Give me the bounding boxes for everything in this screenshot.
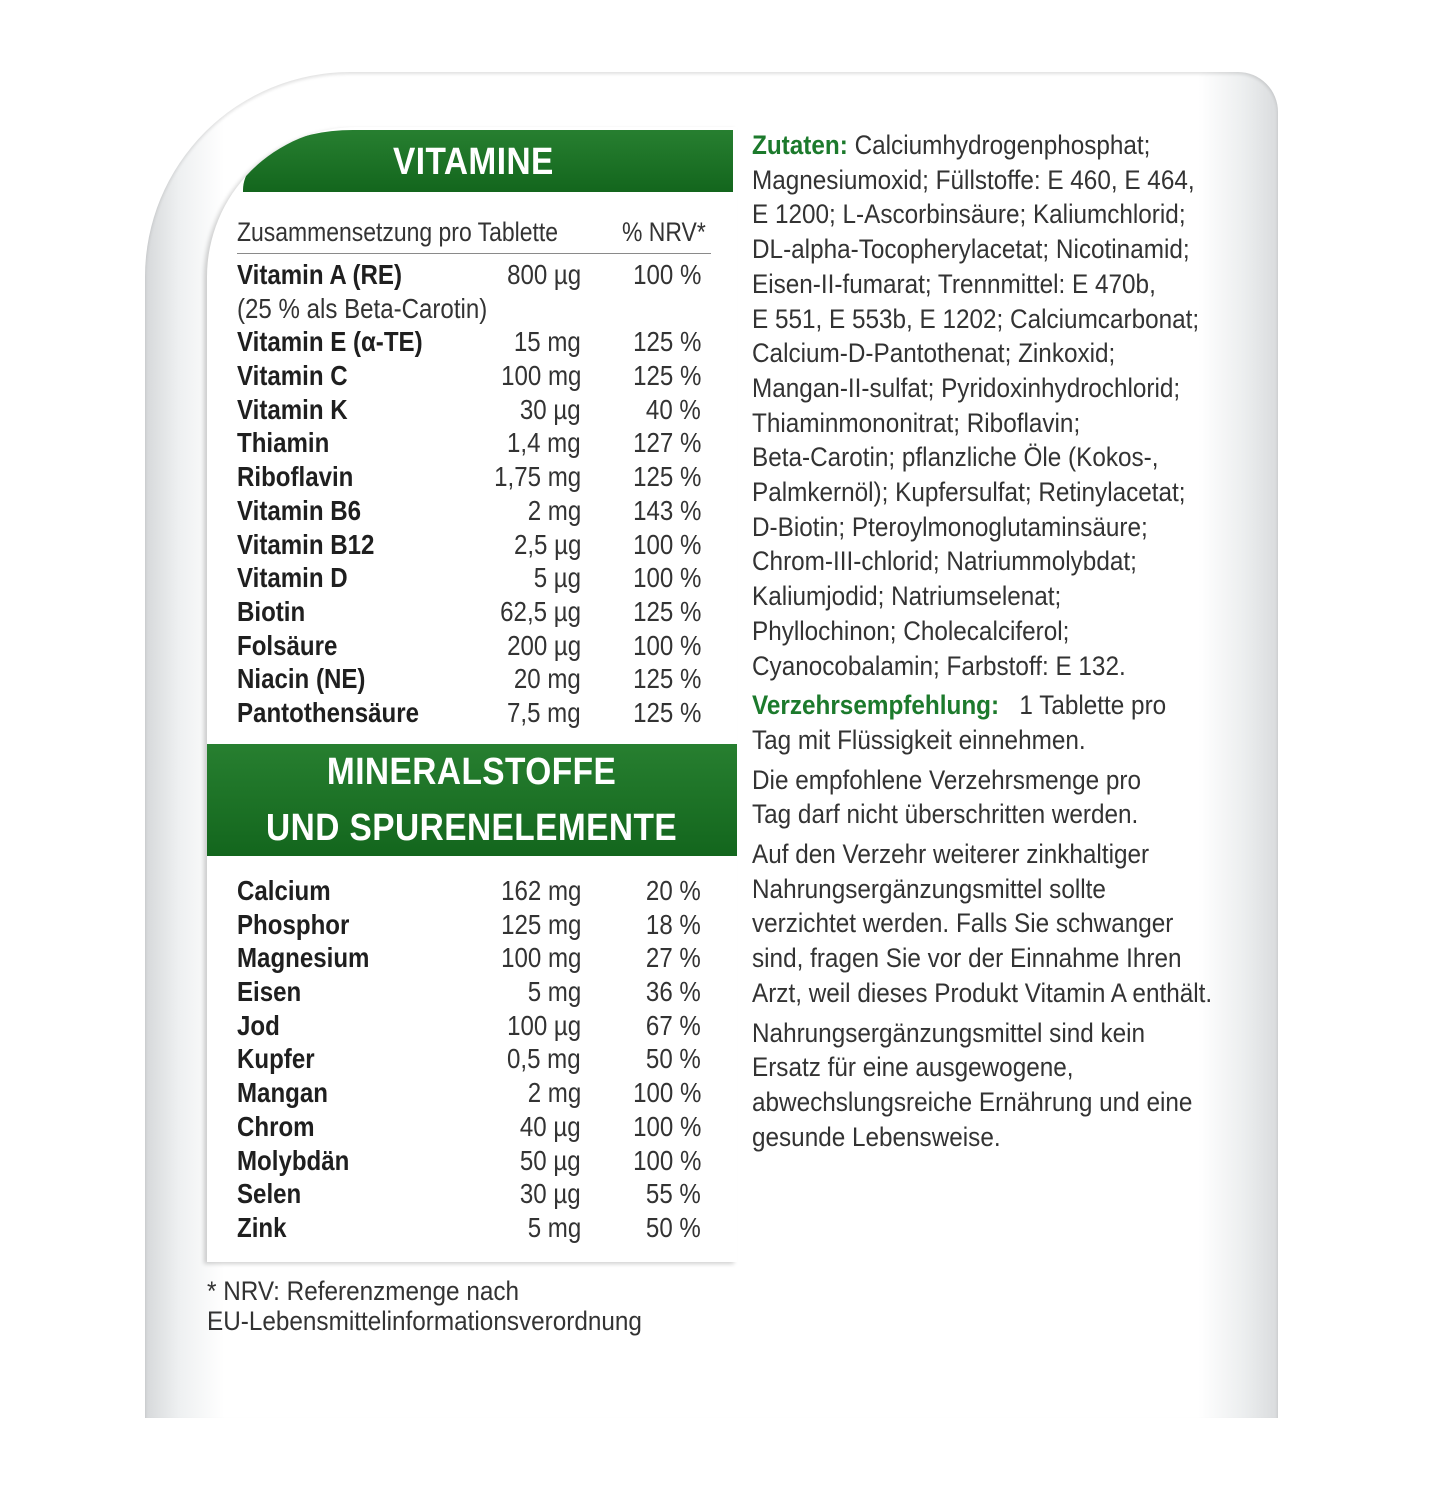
mineral-name: Calcium [237,875,331,906]
vitamin-name: Vitamin B6 [237,494,362,526]
hinweis-verzehrsmenge [752,763,1229,832]
text-line: sind, fragen Sie vor der Einnahme Ihren [752,943,1182,974]
hinweis-zink-schwangerschaft [752,837,1229,1011]
vitamin-nrv: 125 % [632,663,701,695]
mineral-nrv: 67 % [646,1009,701,1041]
mineral-name: Selen [237,1178,302,1210]
mineral-name: Mangan [237,1077,328,1109]
mineral-amount: 0,5 mg [507,1043,581,1075]
mineral-nrv: 55 % [646,1178,701,1210]
text-line: Cyanocobalamin; Farbstoff: E 132. [752,650,1126,681]
table-row [237,629,711,663]
vitamin-name: Vitamin D [237,562,348,594]
mineral-nrv: 100 % [632,1144,701,1176]
column-label-composition: Zusammensetzung pro Tablette [237,217,559,247]
mineralstoffe-heading: MINERALSTOFFE UND SPURENELEMENTE [266,751,678,849]
mineral-nrv: 50 % [646,1043,701,1075]
nutrition-panel [207,127,737,1262]
vitamin-nrv: 143 % [632,494,701,526]
table-row [237,1009,711,1043]
vitamin-nrv: 40 % [646,393,701,425]
mineral-nrv: 50 % [646,1211,701,1243]
vitamin-name: Folsäure [237,629,338,661]
vitamin-amount: 2,5 µg [513,528,581,560]
vitamin-name: Vitamin A (RE) [237,259,403,290]
vitamin-nrv: 125 % [632,326,701,358]
mineral-amount: 2 mg [527,1077,581,1109]
text-line: abwechslungsreiche Ernährung und eine [752,1086,1193,1117]
table-row [237,1211,711,1245]
text-line: Nahrungsergänzungsmittel sind kein [752,1017,1146,1048]
mineral-amount: 5 mg [527,976,581,1008]
vitamin-nrv: 127 % [632,427,701,459]
mineral-name: Eisen [237,976,302,1008]
vitamin-name: Biotin [237,595,306,627]
vitamin-name: Niacin (NE) [237,663,366,695]
mineral-nrv: 27 % [646,942,701,974]
vitamin-amount: 20 mg [514,663,581,695]
table-row [237,941,711,975]
mineral-name: Chrom [237,1110,315,1142]
text-line: Kaliumjodid; Natriumselenat; [752,581,1062,612]
zutaten-paragraph [752,128,1229,683]
vitamin-nrv: 125 % [632,696,701,728]
table-row [237,975,711,1009]
text-line: Beta-Carotin; pflanzliche Öle (Kokos-, [752,442,1159,473]
table-row [237,426,711,460]
text-line: Ersatz für eine ausgewogene, [752,1052,1074,1083]
table-row [237,1042,711,1076]
mineral-amount: 40 µg [520,1110,581,1142]
vitamin-amount: 5 µg [533,562,581,594]
vitamin-nrv: 125 % [632,461,701,493]
vitamine-heading-bar [243,130,733,192]
vitamin-amount: 62,5 µg [500,595,581,627]
vitamin-nrv: 100 % [632,528,701,560]
text-line: DL-alpha-Tocopherylacetat; Nicotinamid; [752,234,1190,265]
vitamin-amount: 1,4 mg [507,427,581,459]
vitamin-amount: 800 µg [506,259,581,290]
table-row [237,662,711,696]
mineral-amount: 100 mg [500,942,581,974]
mineral-amount: 162 mg [500,875,581,906]
verzehr-label: Verzehrsempfehlung: [752,690,1000,721]
text-line: Die empfohlene Verzehrsmenge pro [752,764,1142,795]
table-row [237,908,711,942]
mineralstoffe-heading-bar [207,744,737,856]
vitamin-name: Vitamin E (α-TE) [237,326,423,358]
text-line: E 551, E 553b, E 1202; Calciumcarbonat; [752,303,1200,334]
text-line: Arzt, weil dieses Produkt Vitamin A enthält. [752,977,1213,1008]
text-line: gesunde Lebensweise. [752,1121,1001,1152]
mineral-name: Magnesium [237,942,370,974]
table-row [237,460,711,494]
mineral-amount: 30 µg [520,1178,581,1210]
column-label-nrv: % NRV* [622,217,706,247]
vitamin-nrv: 100 % [632,562,701,594]
vitamin-amount: 2 mg [527,494,581,526]
mineral-name: Phosphor [237,908,350,940]
table-row [237,359,711,393]
mineral-amount: 100 µg [506,1009,581,1041]
table-row [237,325,711,359]
text-line: Chrom-III-chlorid; Natriummolybdat; [752,546,1137,577]
mineral-nrv: 18 % [646,908,701,940]
text-line: Nahrungsergänzungsmittel sollte [752,873,1106,904]
mineral-nrv: 36 % [646,976,701,1008]
text-line: Tag darf nicht überschritten werden. [752,799,1139,830]
vitamin-amount: 15 mg [514,326,581,358]
text-line: Auf den Verzehr weiterer zinkhaltiger [752,839,1150,870]
table-row [237,1177,711,1211]
text-line: Calcium-D-Pantothenat; Zinkoxid; [752,338,1116,369]
table-row [237,1110,711,1144]
text-line: verzichtet werden. Falls Sie schwanger [752,908,1174,939]
text-line: Tag mit Flüssigkeit einnehmen. [752,724,1086,755]
vitamin-amount: 7,5 mg [507,696,581,728]
table-row [237,874,711,908]
verzehr-paragraph [752,688,1229,757]
zutaten-label: Zutaten: [752,130,848,160]
vitamin-name: Thiamin [237,427,330,459]
mineral-nrv: 100 % [632,1110,701,1142]
mineral-amount: 5 mg [527,1211,581,1243]
text-line: Eisen-II-fumarat; Trennmittel: E 470b, [752,268,1156,299]
text-line: Palmkernöl); Kupfersulfat; Retinylacetat; [752,477,1186,508]
text-line: D-Biotin; Pteroylmonoglutaminsäure; [752,511,1148,542]
mineral-nrv: 100 % [632,1077,701,1109]
vitamine-heading: VITAMINE [392,141,554,184]
vitamin-amount: 200 µg [506,629,581,661]
mineral-amount: 50 µg [520,1144,581,1176]
mineral-name: Kupfer [237,1043,315,1075]
text-line: Phyllochinon; Cholecalciferol; [752,615,1070,646]
vitamin-name: Vitamin B12 [237,528,375,560]
table-row [237,528,711,562]
text-line: E 1200; L-Ascorbinsäure; Kaliumchlorid; [752,199,1186,230]
mineral-name: Jod [237,1009,280,1041]
table-row [237,1076,711,1110]
mineralstoffe-table [237,874,711,1245]
table-row [237,696,711,730]
text-line: 1 Tablette pro [1005,690,1167,721]
table-row [237,1144,711,1178]
vitamin-amount: 30 µg [520,393,581,425]
vitamin-name: Pantothensäure [237,696,419,728]
text-line: Magnesiumoxid; Füllstoffe: E 460, E 464, [752,164,1195,195]
text-line: Thiaminmononitrat; Riboflavin; [752,407,1081,438]
nrv-footnote: * NRV: Referenzmenge nach EU-Lebensmittelinformationsverordnung [207,1276,642,1336]
vitamin-name: Riboflavin [237,461,354,493]
table-row [237,292,711,326]
table-row [237,258,711,292]
vitamin-name: Vitamin K [237,393,348,425]
text-line: Mangan-II-sulfat; Pyridoxinhydrochlorid; [752,372,1181,403]
text-line: Calciumhydrogenphosphat; [854,130,1151,160]
vitamine-table [237,258,711,730]
vitamin-name: Vitamin C [237,360,348,392]
vitamin-nrv: 100 % [632,259,701,290]
table-row [237,393,711,427]
info-column [752,128,1262,1159]
mineral-name: Zink [237,1211,287,1243]
vitamin-amount: 100 mg [500,360,581,392]
table-row [237,561,711,595]
column-header [237,217,711,254]
vitamin-amount: 1,75 mg [493,461,581,493]
mineral-amount: 125 mg [500,908,581,940]
vitamin-nrv: 125 % [632,595,701,627]
vitamin-note: (25 % als Beta-Carotin) [237,292,488,324]
table-row [237,595,711,629]
table-row [237,494,711,528]
mineral-name: Molybdän [237,1144,350,1176]
vitamin-nrv: 125 % [632,360,701,392]
mineral-nrv: 20 % [646,875,701,906]
vitamin-nrv: 100 % [632,629,701,661]
hinweis-ersatz [752,1016,1229,1155]
